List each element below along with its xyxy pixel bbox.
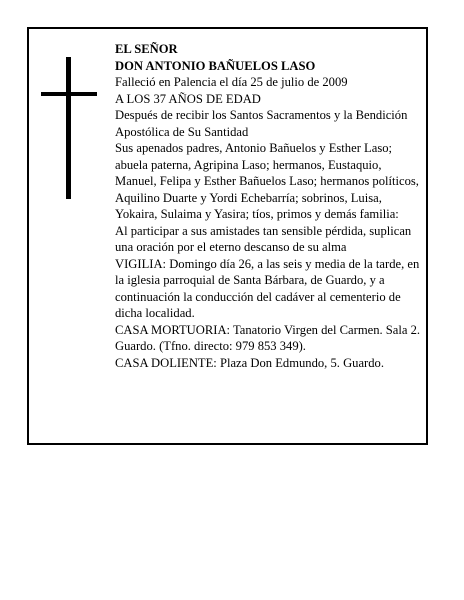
- grieving-home-paragraph: CASA DOLIENTE: Plaza Don Edmundo, 5. Guardo.: [115, 355, 384, 370]
- cross-icon: [41, 57, 97, 199]
- request-paragraph: Al participar a sus amistades tan sensible pérdida, suplican una oración por el eterno descanso de su alma: [115, 223, 412, 254]
- title-line-1: EL SEÑOR: [115, 42, 178, 56]
- family-paragraph: Sus apenados padres, Antonio Bañuelos y Esther Laso; abuela paterna, Agripina Laso; hermanos, Eustaquio, Manuel, Felipa y Esther Bañuelos Laso; hermanos políticos, Aquilino Duarte y Yordi Echebarría; sobrinos, Luisa, Yokaira, Sulaima y Yasira; tíos, primos y demás familia:: [115, 141, 419, 221]
- death-announcement: Falleció en Palencia el día 25 de julio de 2009: [115, 75, 348, 89]
- notice-text: [115, 41, 421, 371]
- vigil-paragraph: VIGILIA: Domingo día 26, a las seis y media de la tarde, en la iglesia parroquial de Santa Bárbara, de Guardo, y a continuación la conducción del cadáver al cementerio de dicha localidad.: [115, 256, 420, 320]
- cross-horizontal-bar: [41, 92, 97, 96]
- sacraments-paragraph: Después de recibir los Santos Sacramentos y la Bendición Apostólica de Su Santidad: [115, 108, 408, 139]
- title-line-2: DON ANTONIO BAÑUELOS LASO: [115, 58, 316, 73]
- age-line: A LOS 37 AÑOS DE EDAD: [115, 91, 261, 106]
- obituary-notice: [27, 27, 428, 445]
- funeral-home-paragraph: CASA MORTUORIA: Tanatorio Virgen del Carmen. Sala 2. Guardo. (Tfno. directo: 979 853 349).: [115, 322, 421, 353]
- cross-vertical-bar: [66, 57, 71, 199]
